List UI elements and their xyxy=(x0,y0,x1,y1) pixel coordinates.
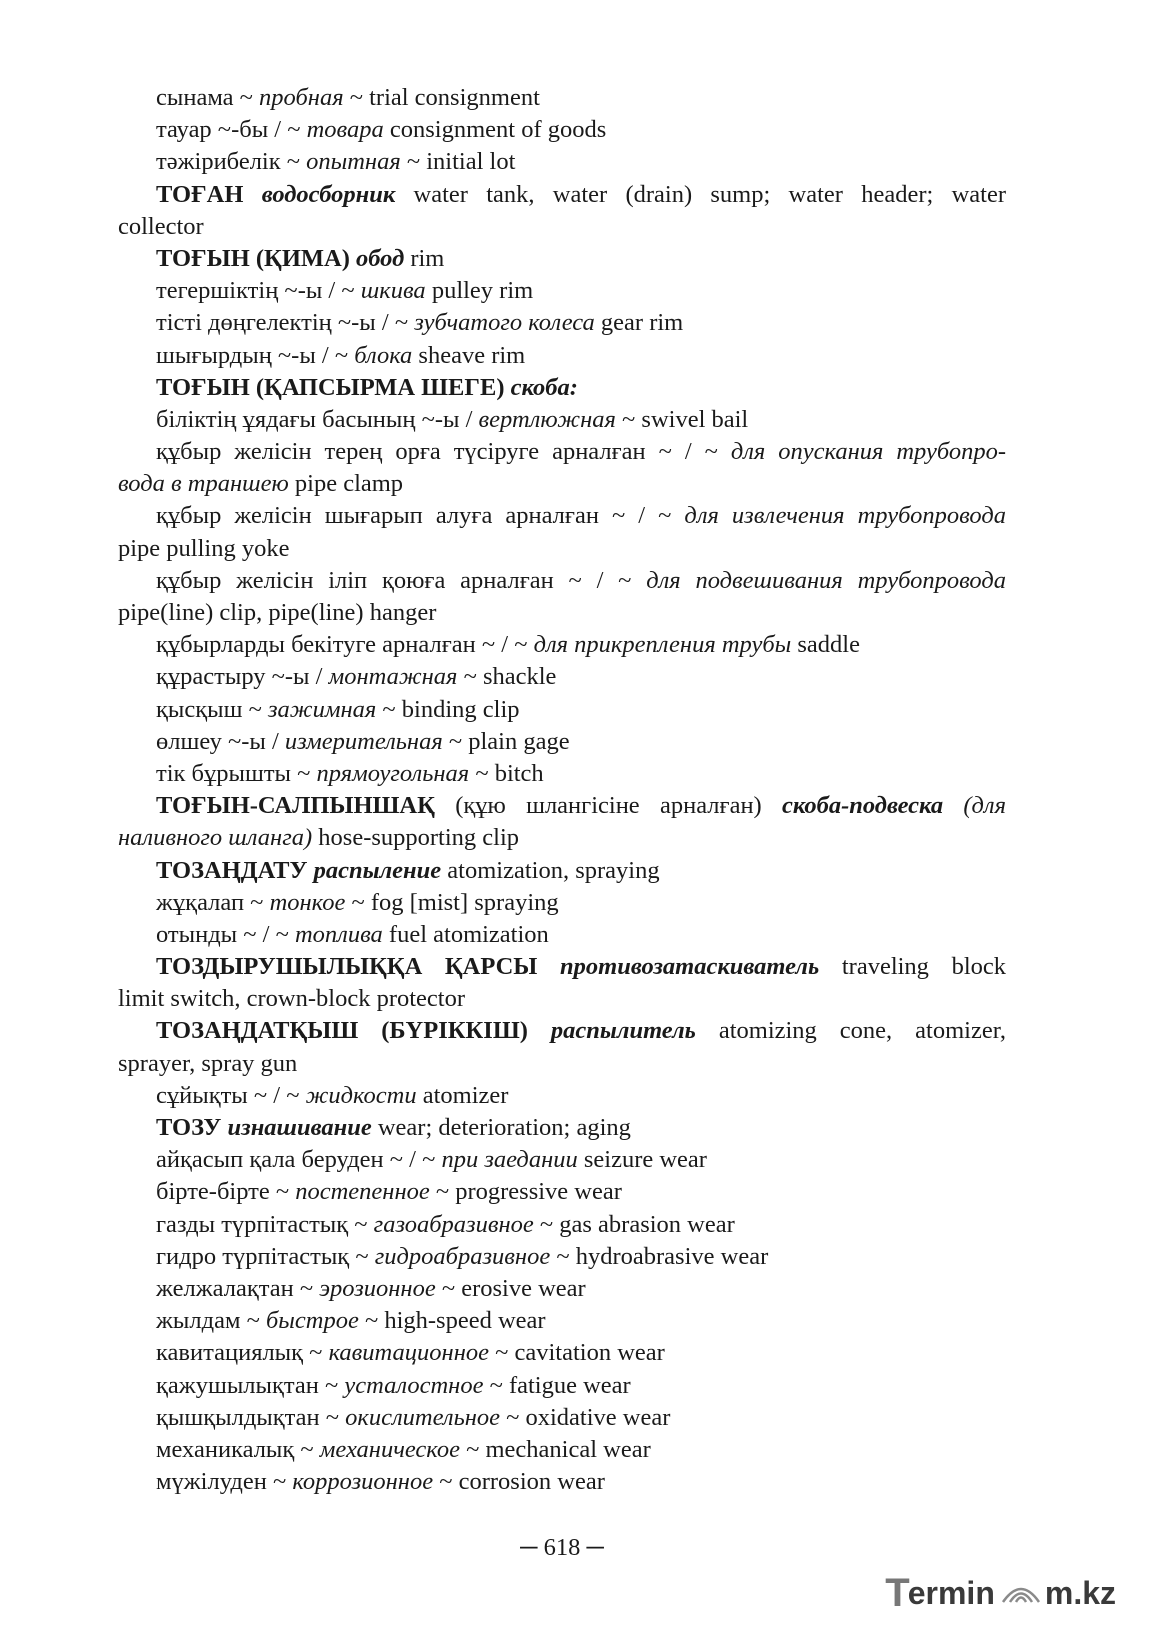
text-line xyxy=(118,855,1006,887)
text-segment: тік бұрышты ~ xyxy=(156,759,317,787)
russian-term: наливного шланга) xyxy=(118,824,313,852)
text-segment: ~ erosive wear xyxy=(435,1274,586,1302)
russian-term: гидроабразивное xyxy=(374,1242,551,1270)
text-line xyxy=(118,146,1006,178)
text-line xyxy=(118,1337,1006,1369)
site-logo: T ermin m.kz xyxy=(885,1570,1116,1615)
text-line xyxy=(118,629,1006,661)
russian-term: тонкое xyxy=(269,888,346,916)
text-line xyxy=(118,307,1006,339)
russian-term: топлива xyxy=(294,920,383,948)
text-segment: ~ progressive wear xyxy=(429,1178,622,1206)
russian-term: эрозионное xyxy=(319,1274,436,1302)
text-segment: pipe pulling yoke xyxy=(118,534,290,562)
russian-term: вода в траншею xyxy=(118,470,289,498)
headword: ТОЗУ xyxy=(156,1114,222,1141)
russian-term: механическое xyxy=(319,1435,460,1463)
text-line xyxy=(118,533,1006,565)
text-line xyxy=(118,82,1006,114)
text-segment: pulley rim xyxy=(425,277,534,305)
text-segment: saddle xyxy=(791,631,860,659)
russian-term: для опускания трубопро- xyxy=(730,438,1006,466)
headword: ТОҒАН xyxy=(156,180,244,208)
russian-term: прямоугольная xyxy=(316,759,470,787)
text-segment: ~ initial lot xyxy=(400,148,516,176)
text-segment: жұқалап ~ xyxy=(156,888,270,916)
text-line xyxy=(118,211,1006,243)
text-segment: ~ fatigue wear xyxy=(483,1371,631,1399)
text-line xyxy=(118,1402,1006,1434)
russian-term: товара xyxy=(306,116,384,144)
text-line xyxy=(118,565,1006,597)
text-segment: тісті дөңгелектің ~-ы / ~ xyxy=(156,309,415,337)
text-segment: қысқыш ~ xyxy=(156,695,268,723)
russian-term: вертлюжная xyxy=(478,405,616,433)
text-segment: құбыр желісін терең орға түсіруге арналған ~ / ~ xyxy=(156,438,731,466)
text-segment: шығырдың ~-ы / ~ xyxy=(156,341,355,369)
russian-term: быстрое xyxy=(265,1307,359,1335)
text-segment: ~ oxidative wear xyxy=(500,1403,671,1431)
dictionary-page-body xyxy=(118,82,1006,1498)
text-segment: pipe clamp xyxy=(288,470,404,498)
text-line xyxy=(118,1241,1006,1273)
text-segment: айқасып қала беруден ~ / ~ xyxy=(156,1146,442,1174)
headword-translation: скоба-подвеска xyxy=(782,792,944,820)
russian-term: постепенное xyxy=(295,1178,430,1206)
text-segment: wear; deterioration; aging xyxy=(371,1114,631,1141)
signal-waves-icon xyxy=(1001,1582,1041,1604)
russian-term: для извлечения трубопровода xyxy=(684,502,1006,530)
headword-translation: распылитель xyxy=(550,1017,696,1045)
text-segment: тәжірибелік ~ xyxy=(156,148,307,176)
text-segment: ~ high-speed wear xyxy=(358,1307,546,1335)
text-line xyxy=(118,1080,1006,1112)
text-segment: fuel atomization xyxy=(382,920,549,948)
text-segment: water tank, water (drain) sump; water header; water xyxy=(395,180,1006,208)
headword: ТОҒЫН (ҚАПСЫРМА ШЕГЕ) xyxy=(156,373,505,401)
text-line xyxy=(118,436,1006,468)
text-line xyxy=(118,597,1006,629)
text-segment: ~ shackle xyxy=(457,663,557,691)
text-segment: pipe(line) clip, pipe(line) hanger xyxy=(118,599,437,626)
text-line xyxy=(118,468,1006,500)
russian-term: кавитационное xyxy=(328,1339,489,1367)
text-line xyxy=(118,758,1006,790)
text-segment: ~ hydroabrasive wear xyxy=(550,1242,769,1270)
text-segment: кавитациялық ~ xyxy=(156,1339,329,1367)
page-number: ─ 618 ─ xyxy=(520,1534,604,1561)
text-segment: ~ trial consignment xyxy=(343,84,540,111)
text-segment: механикалық ~ xyxy=(156,1435,320,1463)
text-segment: біліктің ұядағы басының ~-ы / xyxy=(156,405,479,433)
text-segment: сұйықты ~ / ~ xyxy=(156,1081,306,1109)
text-segment: traveling block xyxy=(819,953,1006,981)
russian-term: опытная xyxy=(306,148,401,176)
text-segment: отынды ~ / ~ xyxy=(156,920,295,948)
text-segment: seizure wear xyxy=(577,1146,707,1174)
text-segment: ~ plain gage xyxy=(442,727,570,755)
text-segment: ~ gas abrasion wear xyxy=(533,1210,735,1238)
russian-term: жидкости xyxy=(305,1081,417,1109)
russian-term: для подвешивания трубопровода xyxy=(646,566,1006,594)
text-segment: sheave rim xyxy=(412,341,526,369)
text-segment: consignment of goods xyxy=(383,116,607,144)
text-segment: sprayer, spray gun xyxy=(118,1049,298,1077)
headword: ТОҒЫН-САЛПЫНШАҚ xyxy=(156,792,435,820)
text-line xyxy=(118,919,1006,951)
headword-translation: противозатаскиватель xyxy=(560,953,820,981)
headword-translation: обод xyxy=(355,244,405,272)
text-line xyxy=(118,1144,1006,1176)
text-segment: atomizer xyxy=(416,1081,509,1109)
text-line xyxy=(118,340,1006,372)
text-segment: құбыр желісін іліп қоюға арналған ~ / ~ xyxy=(156,566,647,594)
headword: ТОҒЫН (ҚИМА) xyxy=(156,244,350,272)
text-segment: мүжілуден ~ xyxy=(156,1468,293,1496)
text-line xyxy=(118,694,1006,726)
text-line xyxy=(118,114,1006,146)
text-segment: ~ bitch xyxy=(469,759,544,787)
text-segment: ~ binding clip xyxy=(376,695,520,723)
russian-term: зубчатого колеса xyxy=(414,309,595,337)
text-line xyxy=(118,983,1006,1015)
text-segment: collector xyxy=(118,212,204,240)
russian-term: коррозионное xyxy=(292,1468,434,1496)
text-line xyxy=(118,822,1006,854)
text-line xyxy=(118,1434,1006,1466)
headword-translation: скоба: xyxy=(510,373,578,401)
text-segment: atomization, spraying xyxy=(441,856,660,884)
russian-term: усталостное xyxy=(344,1371,484,1399)
logo-letter-t-icon: T xyxy=(885,1570,910,1615)
headword: ТОЗАҢДАТҚЫШ (БҮРІККІШ) xyxy=(156,1017,528,1045)
text-segment: құрастыру ~-ы / xyxy=(156,663,329,691)
text-line xyxy=(118,661,1006,693)
russian-term: для прикрепления трубы xyxy=(533,631,792,659)
text-line xyxy=(118,275,1006,307)
text-segment: қажушылықтан ~ xyxy=(156,1371,345,1399)
text-segment: ~ swivel bail xyxy=(615,405,749,433)
text-segment xyxy=(243,181,261,208)
text-line xyxy=(118,179,1006,211)
text-segment: atomizing cone, atomizer, xyxy=(695,1017,1006,1045)
text-segment: қышқылдықтан ~ xyxy=(156,1403,346,1431)
russian-term: (для xyxy=(963,792,1006,820)
text-line xyxy=(118,887,1006,919)
russian-term: монтажная xyxy=(328,663,458,691)
text-segment: ~ mechanical wear xyxy=(459,1435,651,1463)
text-segment: жылдам ~ xyxy=(156,1307,266,1335)
text-line xyxy=(118,372,1006,404)
text-segment: ~ corrosion wear xyxy=(433,1468,605,1496)
text-line xyxy=(118,951,1006,983)
text-segment: (құю шлангісіне арналған) xyxy=(434,792,782,820)
text-line xyxy=(118,790,1006,822)
text-line xyxy=(118,404,1006,436)
text-line xyxy=(118,1112,1006,1144)
text-segment: ~ fog [mist] spraying xyxy=(345,888,559,916)
text-line xyxy=(118,1209,1006,1241)
text-line xyxy=(118,1370,1006,1402)
text-segment: газды түрпітастық ~ xyxy=(156,1210,374,1238)
russian-term: при заедании xyxy=(441,1146,578,1174)
text-segment: ~ cavitation wear xyxy=(488,1339,665,1367)
russian-term: газоабразивное xyxy=(373,1210,534,1238)
text-line xyxy=(118,1305,1006,1337)
text-segment: тауар ~-бы / ~ xyxy=(156,116,307,144)
text-segment: құбыр желісін шығарып алуға арналған ~ / ~ xyxy=(156,502,685,530)
text-segment: сынама ~ xyxy=(156,84,260,111)
text-segment: rim xyxy=(404,244,445,272)
russian-term: блока xyxy=(354,341,413,369)
russian-term: пробная xyxy=(259,84,344,111)
text-segment xyxy=(528,1017,551,1044)
headword-translation: изнашивание xyxy=(227,1114,372,1141)
text-segment: limit switch, crown-block protector xyxy=(118,985,465,1013)
text-segment: желжалақтан ~ xyxy=(156,1274,320,1302)
russian-term: шкива xyxy=(360,277,426,305)
text-segment: тегершіктің ~-ы / ~ xyxy=(156,277,361,305)
text-line xyxy=(118,500,1006,532)
text-line xyxy=(118,1048,1006,1080)
text-segment: бірте-бірте ~ xyxy=(156,1178,296,1206)
text-line xyxy=(118,1176,1006,1208)
headword-translation: водосборник xyxy=(261,180,396,208)
russian-term: окислительное xyxy=(345,1403,500,1431)
text-line xyxy=(118,243,1006,275)
text-line xyxy=(118,1015,1006,1047)
headword-translation: распыление xyxy=(313,856,442,884)
text-segment: өлшеу ~-ы / xyxy=(156,727,285,755)
text-segment: гидро түрпітастық ~ xyxy=(156,1242,375,1270)
text-line xyxy=(118,1273,1006,1305)
headword: ТОЗАҢДАТУ xyxy=(156,856,308,884)
text-segment xyxy=(537,953,560,980)
russian-term: измерительная xyxy=(284,727,443,755)
text-segment: hose-supporting clip xyxy=(312,824,520,852)
headword: ТОЗДЫРУШЫЛЫҚҚА ҚАРСЫ xyxy=(156,953,538,981)
text-line xyxy=(118,726,1006,758)
text-line xyxy=(118,1466,1006,1498)
text-segment xyxy=(943,792,963,819)
russian-term: зажимная xyxy=(267,695,377,723)
text-segment: gear rim xyxy=(594,309,684,337)
text-segment: құбырларды бекітуге арналған ~ / ~ xyxy=(156,631,534,659)
